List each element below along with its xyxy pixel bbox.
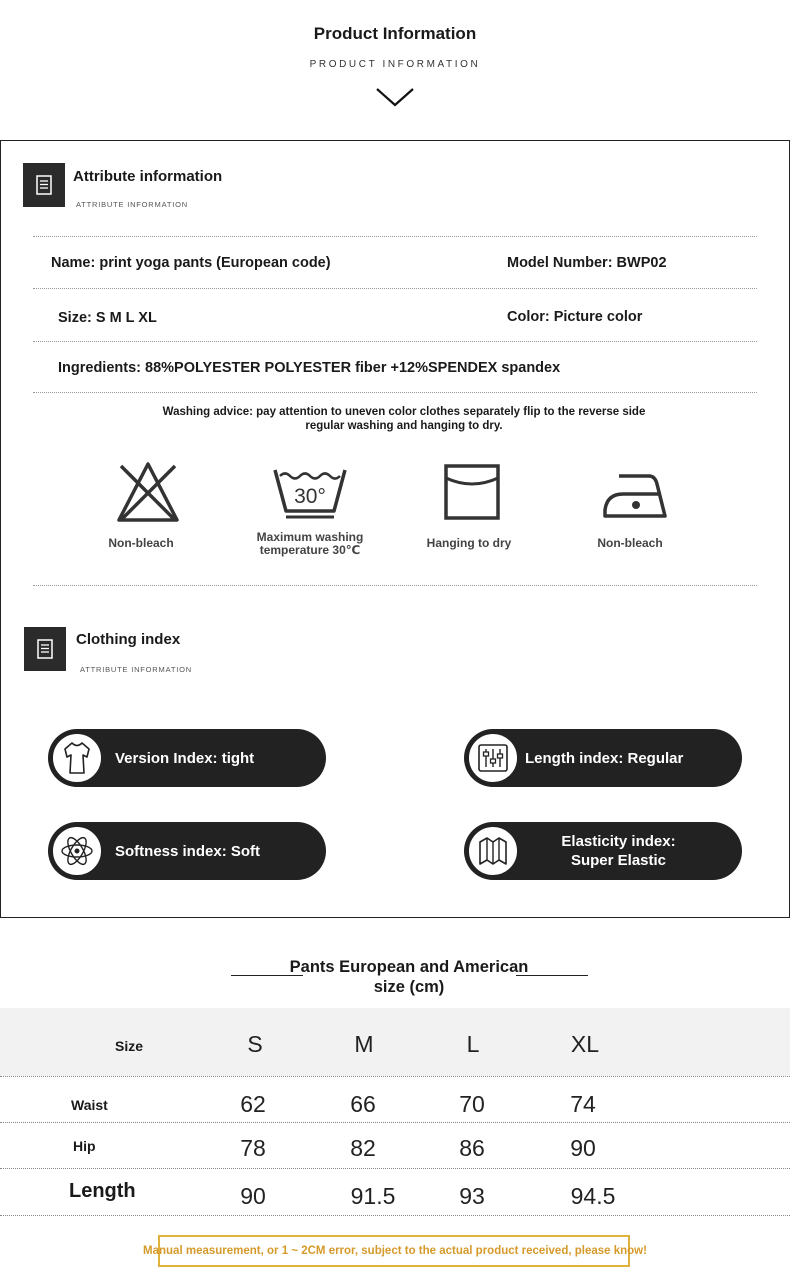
size-col-header: M xyxy=(354,1031,374,1057)
row-divider xyxy=(0,1122,790,1123)
size-col-header: XL xyxy=(570,1031,600,1057)
table-cell: 94.5 xyxy=(570,1183,616,1209)
table-cell: 90 xyxy=(240,1183,266,1209)
table-cell: 91.5 xyxy=(350,1183,396,1209)
row-label-waist: Waist xyxy=(71,1097,108,1113)
row-label-length: Length xyxy=(69,1180,136,1202)
table-cell: 86 xyxy=(459,1135,485,1161)
document-icon xyxy=(23,163,65,207)
page-title: Product Information xyxy=(313,24,477,43)
elasticity-index-pill xyxy=(464,822,742,880)
size-header-label: Size xyxy=(115,1038,144,1054)
no-bleach-icon xyxy=(115,460,181,524)
size-col-header: L xyxy=(466,1031,480,1057)
washing-advice-line1: Washing advice: pay attention to uneven color clothes separately flip to the reverse side xyxy=(162,406,646,418)
attr-name: Name: print yoga pants (European code) xyxy=(51,255,331,271)
iron-icon xyxy=(601,470,669,520)
row-divider xyxy=(0,1168,790,1169)
wash-temp-glyph: 30° xyxy=(294,485,326,508)
size-col-header: S xyxy=(247,1031,263,1057)
version-index-text: Version Index: tight xyxy=(115,749,255,767)
row-divider xyxy=(0,1076,790,1077)
care-label: Hanging to dry xyxy=(426,536,512,550)
atom-icon xyxy=(51,825,103,877)
version-index-pill xyxy=(48,729,326,787)
care-label: Non-bleach xyxy=(108,536,174,550)
care-label: Non-bleach xyxy=(597,536,663,550)
care-label-wash: Maximum washing temperature 30℃ xyxy=(256,530,364,557)
wash-30-icon xyxy=(272,465,348,521)
washing-advice-line2: regular washing and hanging to dry. xyxy=(305,420,503,432)
table-cell: 93 xyxy=(459,1183,485,1209)
table-cell: 66 xyxy=(350,1091,376,1117)
table-cell: 78 xyxy=(240,1135,266,1161)
row-divider xyxy=(0,1215,790,1216)
sliders-icon xyxy=(467,732,519,784)
table-cell: 82 xyxy=(350,1135,376,1161)
elasticity-index-text: Elasticity index: Super Elastic xyxy=(561,833,676,869)
attr-color: Color: Picture color xyxy=(507,309,643,325)
divider xyxy=(33,341,757,342)
measurement-note: Manual measurement, or 1 ~ 2CM error, subject to the actual product received, please know! xyxy=(143,1245,647,1257)
divider xyxy=(33,392,757,393)
page-subtitle: PRODUCT INFORMATION xyxy=(309,59,481,70)
divider xyxy=(33,288,757,289)
length-index-pill xyxy=(464,729,742,787)
fold-map-icon xyxy=(467,825,519,877)
washing-advice xyxy=(130,405,678,433)
chevron-down-icon xyxy=(376,86,414,108)
attribute-section-subtitle: ATTRIBUTE INFORMATION xyxy=(76,200,188,209)
attr-model: Model Number: BWP02 xyxy=(507,255,667,271)
attr-size: Size: S M L XL xyxy=(58,310,157,326)
table-cell: 90 xyxy=(570,1135,596,1161)
length-index-text: Length index: Regular xyxy=(525,749,684,767)
attr-ingredients: Ingredients: 88%POLYESTER POLYESTER fiber +12%SPENDEX spandex xyxy=(58,360,561,376)
document-icon xyxy=(24,627,66,671)
clothing-section-title: Clothing index xyxy=(76,631,181,648)
size-table-title: Pants European and American size (cm) xyxy=(289,958,529,996)
softness-index-pill xyxy=(48,822,326,880)
divider xyxy=(33,585,757,586)
table-cell: 74 xyxy=(570,1091,596,1117)
clothing-section-subtitle: ATTRIBUTE INFORMATION xyxy=(80,665,192,674)
softness-index-text: Softness index: Soft xyxy=(115,842,261,860)
divider xyxy=(33,236,757,237)
table-cell: 70 xyxy=(459,1091,485,1117)
table-cell: 62 xyxy=(240,1091,266,1117)
row-label-hip: Hip xyxy=(73,1138,96,1154)
attribute-section-title: Attribute information xyxy=(73,168,223,185)
hang-dry-icon xyxy=(444,464,500,520)
tshirt-icon xyxy=(51,732,103,784)
